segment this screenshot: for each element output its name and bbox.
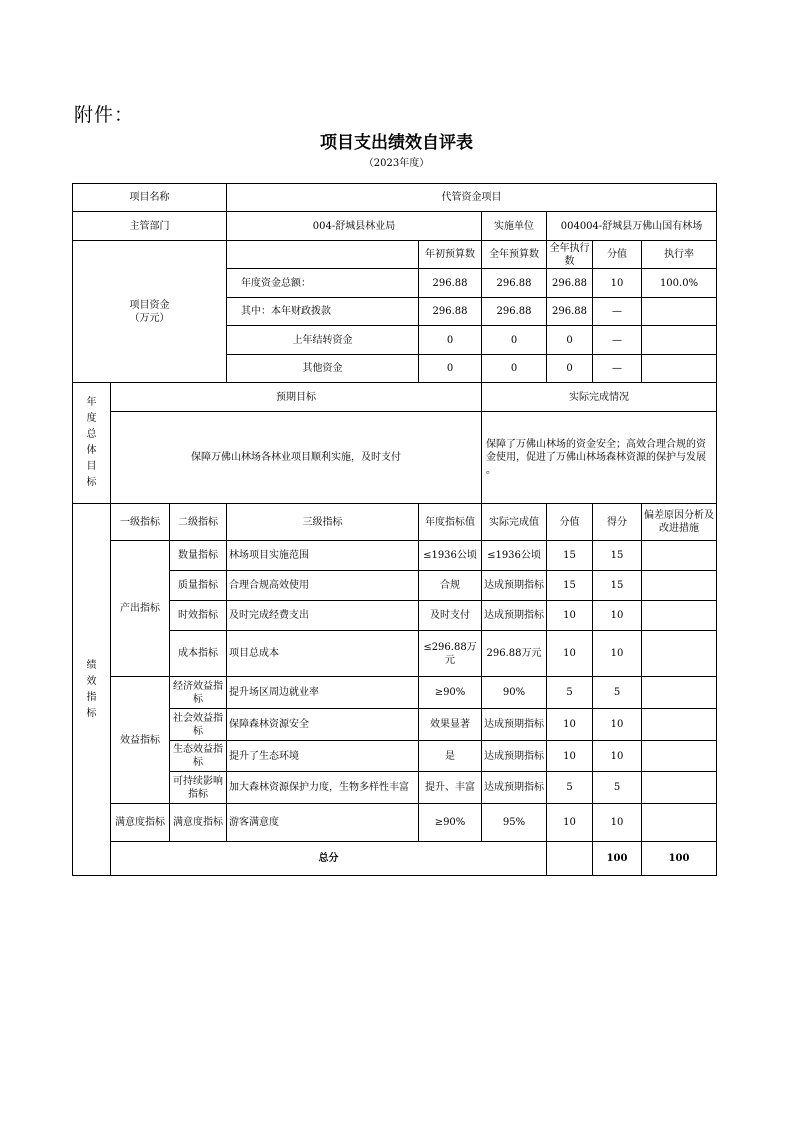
expected-goal-header: 预期目标 xyxy=(111,383,482,412)
indicator-score-value: 15 xyxy=(547,571,593,601)
funds-header-row xyxy=(73,241,717,269)
indicator-score-value: 5 xyxy=(547,677,593,709)
indicator-score-value: 10 xyxy=(547,741,593,772)
annual-goals-label: 年度总体目标 xyxy=(73,383,111,504)
indicator-score: 10 xyxy=(593,709,642,741)
indicator-target: 提升、丰富 xyxy=(419,772,482,804)
funds-rate xyxy=(642,355,717,383)
funds-header-blank xyxy=(227,241,419,269)
project-name-value: 代管资金项目 xyxy=(227,184,717,212)
indicator-note xyxy=(642,804,717,842)
funds-score-value: — xyxy=(593,355,642,383)
goals-content-row xyxy=(73,412,717,504)
total-row xyxy=(73,842,717,876)
perf-header-row xyxy=(73,504,717,541)
indicator-score: 10 xyxy=(593,631,642,677)
indicator-level2: 时效指标 xyxy=(170,601,227,631)
year-subtitle: （2023年度） xyxy=(363,158,430,169)
indicator-level3: 游客满意度 xyxy=(227,804,419,842)
header-level3: 三级指标 xyxy=(227,504,419,541)
funds-executed: 296.88 xyxy=(547,269,593,298)
indicator-score-value: 10 xyxy=(547,804,593,842)
indicator-level3: 及时完成经费支出 xyxy=(227,601,419,631)
funds-row-label: 其他资金 xyxy=(227,355,419,383)
indicator-level2: 满意度指标 xyxy=(170,804,227,842)
indicator-score: 10 xyxy=(593,804,642,842)
indicator-score: 10 xyxy=(593,741,642,772)
indicator-target: 效果显著 xyxy=(419,709,482,741)
indicator-actual: 达成预期指标 xyxy=(482,571,547,601)
indicator-row xyxy=(73,601,717,631)
indicator-level3: 合理合规高效使用 xyxy=(227,571,419,601)
department-label: 主管部门 xyxy=(73,212,227,241)
funds-header-rate: 执行率 xyxy=(642,241,717,269)
header-level1: 一级指标 xyxy=(111,504,170,541)
goals-header-row xyxy=(73,383,717,412)
indicator-level2: 质量指标 xyxy=(170,571,227,601)
actual-completion-header: 实际完成情况 xyxy=(482,383,717,412)
implementing-unit-value: 004004-舒城县万佛山国有林场 xyxy=(547,212,717,241)
indicator-note xyxy=(642,677,717,709)
indicator-row xyxy=(73,741,717,772)
funds-row-label: 年度资金总额： xyxy=(227,269,419,298)
indicator-target: ≥90% xyxy=(419,804,482,842)
indicator-level3: 提升了生态环境 xyxy=(227,741,419,772)
implementing-unit-label: 实施单位 xyxy=(482,212,547,241)
indicator-target: ≥90% xyxy=(419,677,482,709)
indicator-actual: 90% xyxy=(482,677,547,709)
funds-executed: 296.88 xyxy=(547,298,593,326)
indicator-level2: 社会效益指标 xyxy=(170,709,227,741)
indicator-target: ≤1936公顷 xyxy=(419,541,482,571)
self-evaluation-table xyxy=(72,183,717,876)
satisfaction-indicators-label: 满意度指标 xyxy=(111,804,170,842)
attachment-label: 附件： xyxy=(74,104,135,126)
indicator-level2: 生态效益指标 xyxy=(170,741,227,772)
total-actual xyxy=(547,842,593,876)
indicator-note xyxy=(642,741,717,772)
indicator-target: ≤296.88万元 xyxy=(419,631,482,677)
indicator-level3: 项目总成本 xyxy=(227,631,419,677)
expected-goal-text: 保障万佛山林场各林业项目顺利实施，及时支付 xyxy=(111,412,482,504)
department-row xyxy=(73,212,717,241)
indicator-note xyxy=(642,541,717,571)
funds-score-value: 10 xyxy=(593,269,642,298)
indicator-row xyxy=(73,631,717,677)
funds-initial: 296.88 xyxy=(419,298,482,326)
funds-initial: 0 xyxy=(419,326,482,355)
funds-annual: 0 xyxy=(482,326,547,355)
indicator-level2: 成本指标 xyxy=(170,631,227,677)
indicator-score: 10 xyxy=(593,601,642,631)
indicator-level2: 可持续影响指标 xyxy=(170,772,227,804)
project-name-label: 项目名称 xyxy=(73,184,227,212)
funds-header-initial: 年初预算数 xyxy=(419,241,482,269)
indicator-score-value: 10 xyxy=(547,601,593,631)
page-title: 项目支出绩效自评表 xyxy=(320,133,473,153)
indicator-row xyxy=(73,541,717,571)
total-score: 100 xyxy=(642,842,717,876)
indicator-score-value: 10 xyxy=(547,709,593,741)
indicator-actual: 达成预期指标 xyxy=(482,709,547,741)
indicator-level2: 数量指标 xyxy=(170,541,227,571)
funds-annual: 296.88 xyxy=(482,298,547,326)
funds-label: 项目资金 （万元） xyxy=(73,241,227,383)
indicator-actual: 达成预期指标 xyxy=(482,601,547,631)
performance-indicators-label: 绩效指标 xyxy=(73,504,111,876)
indicator-actual: ≤1936公顷 xyxy=(482,541,547,571)
indicator-level2: 经济效益指标 xyxy=(170,677,227,709)
funds-header-executed: 全年执行数 xyxy=(547,241,593,269)
funds-executed: 0 xyxy=(547,355,593,383)
header-target: 年度指标值 xyxy=(419,504,482,541)
project-name-row xyxy=(73,184,717,212)
indicator-score: 5 xyxy=(593,677,642,709)
funds-rate xyxy=(642,298,717,326)
total-score-value: 100 xyxy=(593,842,642,876)
funds-score-value: — xyxy=(593,298,642,326)
funds-score-value: — xyxy=(593,326,642,355)
header-deviation: 偏差原因分析及改进措施 xyxy=(642,504,717,541)
indicator-score: 5 xyxy=(593,772,642,804)
funds-initial: 296.88 xyxy=(419,269,482,298)
indicator-note xyxy=(642,631,717,677)
indicator-actual: 达成预期指标 xyxy=(482,772,547,804)
indicator-row xyxy=(73,571,717,601)
funds-executed: 0 xyxy=(547,326,593,355)
indicator-note xyxy=(642,601,717,631)
indicator-score: 15 xyxy=(593,541,642,571)
department-value: 004-舒城县林业局 xyxy=(227,212,482,241)
funds-annual: 0 xyxy=(482,355,547,383)
indicator-actual: 296.88万元 xyxy=(482,631,547,677)
funds-initial: 0 xyxy=(419,355,482,383)
indicator-row xyxy=(73,772,717,804)
header-actual: 实际完成值 xyxy=(482,504,547,541)
indicator-target: 是 xyxy=(419,741,482,772)
funds-row-label: 其中：本年财政拨款 xyxy=(227,298,419,326)
indicator-row xyxy=(73,804,717,842)
indicator-score-value: 15 xyxy=(547,541,593,571)
indicator-score: 15 xyxy=(593,571,642,601)
total-label: 总分 xyxy=(111,842,547,876)
indicator-note xyxy=(642,772,717,804)
indicator-target: 及时支付 xyxy=(419,601,482,631)
header-score: 得分 xyxy=(593,504,642,541)
output-indicators-label: 产出指标 xyxy=(111,541,170,677)
funds-row-label: 上年结转资金 xyxy=(227,326,419,355)
indicator-note xyxy=(642,709,717,741)
indicator-note xyxy=(642,571,717,601)
indicator-level3: 林场项目实施范围 xyxy=(227,541,419,571)
funds-annual: 296.88 xyxy=(482,269,547,298)
indicator-actual: 达成预期指标 xyxy=(482,741,547,772)
header-score-value: 分值 xyxy=(547,504,593,541)
indicator-row xyxy=(73,709,717,741)
indicator-actual: 95% xyxy=(482,804,547,842)
funds-rate: 100.0% xyxy=(642,269,717,298)
header-level2: 二级指标 xyxy=(170,504,227,541)
indicator-score-value: 10 xyxy=(547,631,593,677)
funds-rate xyxy=(642,326,717,355)
indicator-level3: 提升场区周边就业率 xyxy=(227,677,419,709)
indicator-score-value: 5 xyxy=(547,772,593,804)
funds-header-annual: 全年预算数 xyxy=(482,241,547,269)
indicator-target: 合规 xyxy=(419,571,482,601)
indicator-level3: 加大森林资源保护力度，生物多样性丰富 xyxy=(227,772,419,804)
actual-completion-text: 保障了万佛山林场的资金安全；高效合理合规的资金使用，促进了万佛山林场森林资源的保护与发展 。 xyxy=(482,412,717,504)
indicator-row xyxy=(73,677,717,709)
indicator-level3: 保障森林资源安全 xyxy=(227,709,419,741)
funds-header-score-value: 分值 xyxy=(593,241,642,269)
benefit-indicators-label: 效益指标 xyxy=(111,677,170,804)
